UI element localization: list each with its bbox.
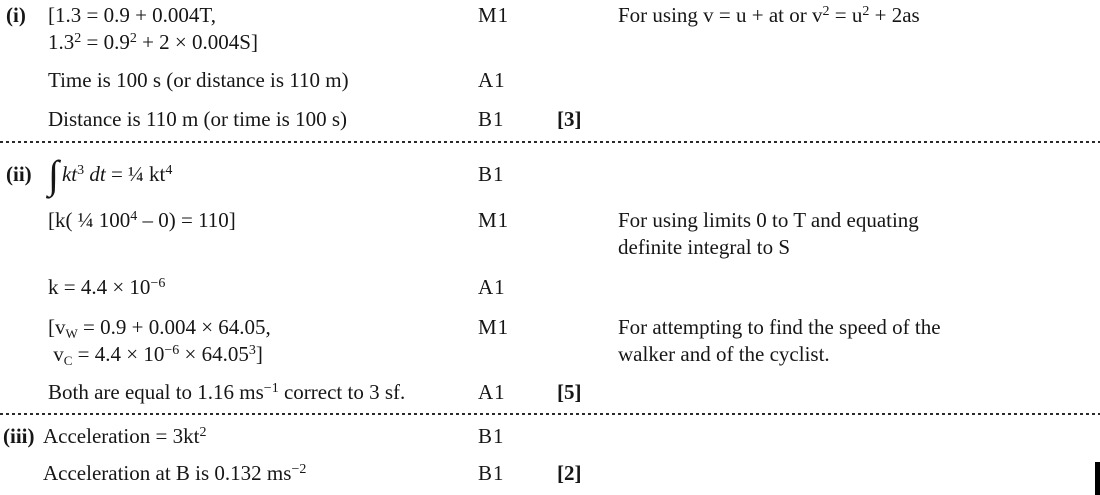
- math-line: [$v_W = 0.9 + 0.004 \times 64.05$,: [48, 315, 271, 341]
- math-line: ∫ $kt^3$ dt = ¼ $kt^4$: [48, 152, 173, 197]
- math-line: [1.3 = 0.9 + 0.004T,: [48, 3, 216, 27]
- total-marks: [5]: [557, 380, 582, 404]
- examiner-comment: [618, 314, 941, 368]
- mark-code: B1: [478, 461, 505, 485]
- mark-code: B1: [478, 107, 505, 131]
- mark-code: A1: [478, 275, 506, 299]
- part-label: (ii): [6, 162, 32, 186]
- dashed-section-divider: [0, 413, 1100, 415]
- dashed-section-divider: [0, 141, 1100, 143]
- working: [48, 379, 405, 406]
- working: [48, 274, 165, 301]
- total-marks: [3]: [557, 107, 582, 131]
- examiner-comment: [618, 2, 920, 29]
- math-line: $1.3^2 = 0.9^2 + 2 \times 0.004S$]: [48, 30, 258, 54]
- mark-code: M1: [478, 208, 510, 232]
- total-marks: [2]: [557, 461, 582, 485]
- math-line: [k( ¼ $100^4 - 0) = 110$]: [48, 208, 236, 232]
- working: [48, 67, 349, 94]
- working: [48, 106, 347, 133]
- working: [48, 152, 173, 197]
- math-line: Acceleration = $3kt^2$: [43, 424, 207, 448]
- working: [43, 460, 306, 487]
- part-label: (iii): [3, 424, 35, 448]
- part-label: (i): [6, 3, 26, 27]
- mark-code: M1: [478, 3, 510, 27]
- math-line: For using limits 0 to T and equating: [618, 208, 919, 232]
- mark-code: M1: [478, 315, 510, 339]
- scan-artifact-bar: [1095, 462, 1100, 495]
- math-line: For using v = u + at or $v^2 = u^2 + 2as$: [618, 3, 920, 27]
- math-line: Time is 100 s (or distance is 110 m): [48, 68, 349, 92]
- math-line: $v_C = 4.4 \times 10^{-6} \times 64.05^3$]: [48, 342, 263, 368]
- math-line: For attempting to find the speed of the: [618, 315, 941, 339]
- mark-code: A1: [478, 380, 506, 404]
- math-line: $k = 4.4 \times 10^{-6}$: [48, 275, 166, 299]
- examiner-comment: [618, 207, 919, 261]
- working: [48, 2, 258, 56]
- math-line: Acceleration at B is 0.132 $ms^{-2}$: [43, 461, 307, 485]
- working: [48, 314, 271, 368]
- working: [43, 423, 206, 450]
- math-line: Both are equal to 1.16 $ms^{-1}$ correct to 3 sf.: [48, 380, 406, 404]
- mark-code: B1: [478, 424, 505, 448]
- working: [48, 207, 236, 234]
- math-line: walker and of the cyclist.: [618, 342, 830, 366]
- math-line: definite integral to S: [618, 235, 791, 259]
- math-line: Distance is 110 m (or time is 100 s): [48, 107, 348, 131]
- integral-sign: ∫: [48, 152, 59, 197]
- mark-code: B1: [478, 162, 505, 186]
- mark-code: A1: [478, 68, 506, 92]
